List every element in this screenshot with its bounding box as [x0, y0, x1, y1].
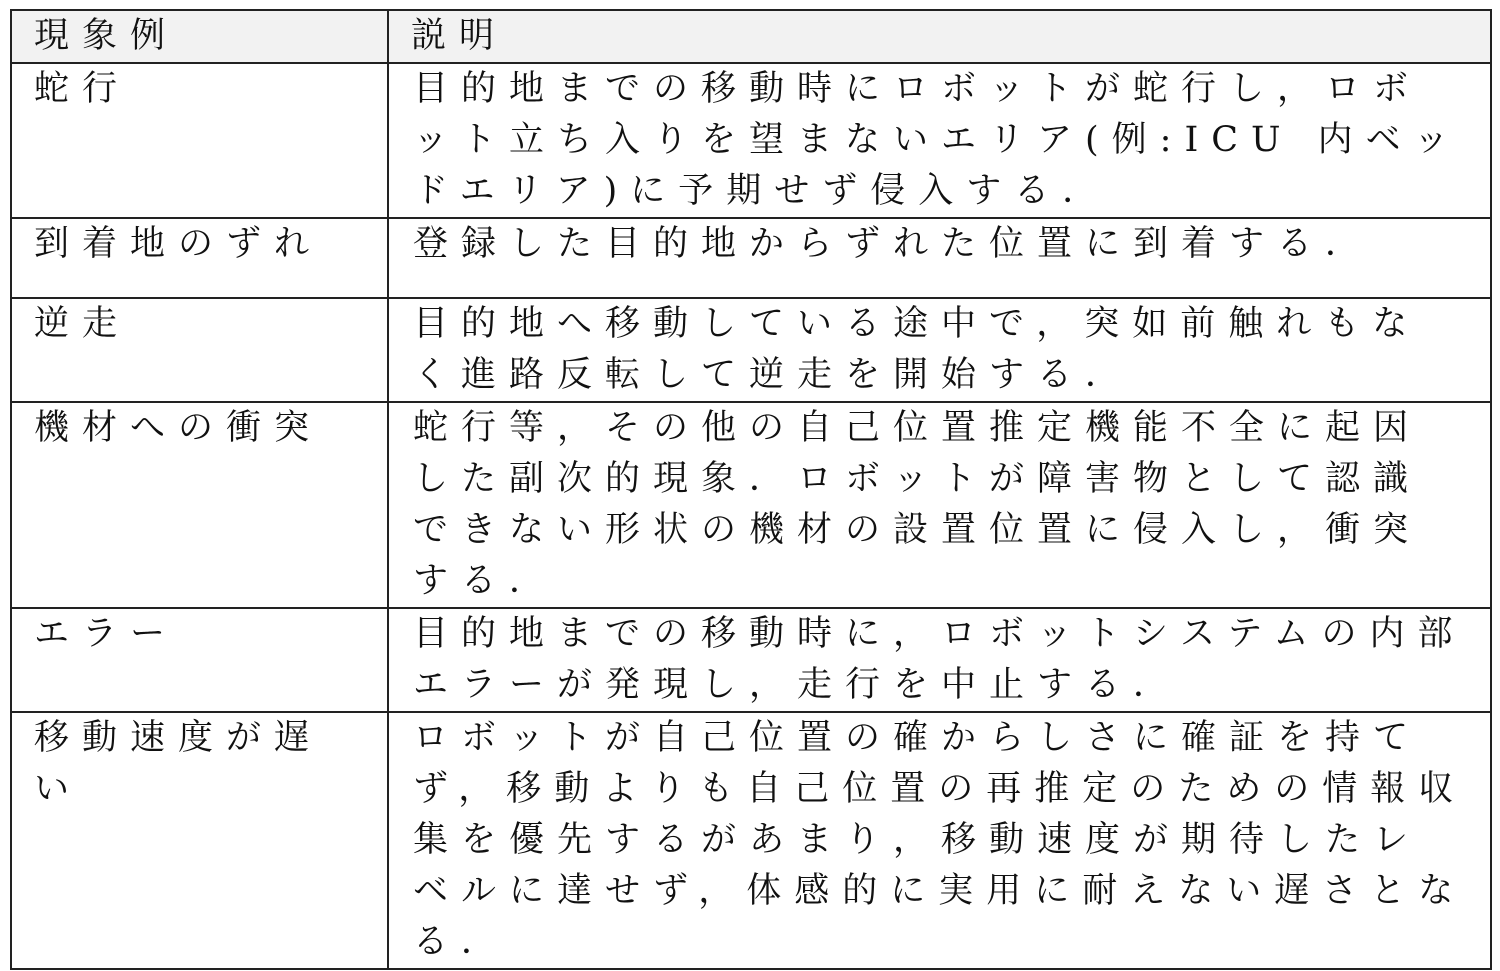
phenomenon-cell: 蛇行 — [11, 63, 388, 218]
phenomenon-cell: 逆走 — [11, 298, 388, 402]
phenomenon-cell: 到着地のずれ — [11, 218, 388, 298]
description-cell: 目的地までの移動時にロボットが蛇行し，ロボット立ち入りを望まないエリア(例:ICU 内ベッドエリア)に予期せず侵入する． — [388, 63, 1491, 218]
description-cell: ロボットが自己位置の確からしさに確証を持てず，移動よりも自己位置の再推定のための情報収集を優先するがあまり，移動速度が期待したレベルに達せず，体感的に実用に耐えない遅さとなる． — [388, 712, 1491, 969]
header-description: 説明 — [388, 10, 1491, 63]
header-phenomenon: 現象例 — [11, 10, 388, 63]
phenomenon-cell: 機材への衝突 — [11, 402, 388, 608]
description-cell: 目的地へ移動している途中で，突如前触れもなく進路反転して逆走を開始する． — [388, 298, 1491, 402]
table-row — [11, 608, 1491, 712]
phenomenon-cell: 移動速度が遅い — [11, 712, 388, 969]
description-cell: 目的地までの移動時に，ロボットシステムの内部エラーが発現し，走行を中止する． — [388, 608, 1491, 712]
description-cell: 蛇行等，その他の自己位置推定機能不全に起因した副次的現象．ロボットが障害物として認識できない形状の機材の設置位置に侵入し，衝突する． — [388, 402, 1491, 608]
phenomena-table — [10, 9, 1492, 970]
table-row — [11, 712, 1491, 969]
description-cell: 登録した目的地からずれた位置に到着する． — [388, 218, 1491, 298]
table-row — [11, 218, 1491, 298]
table-row — [11, 63, 1491, 218]
phenomenon-cell: エラー — [11, 608, 388, 712]
table-header-row — [11, 10, 1491, 63]
table-row — [11, 402, 1491, 608]
table-row — [11, 298, 1491, 402]
